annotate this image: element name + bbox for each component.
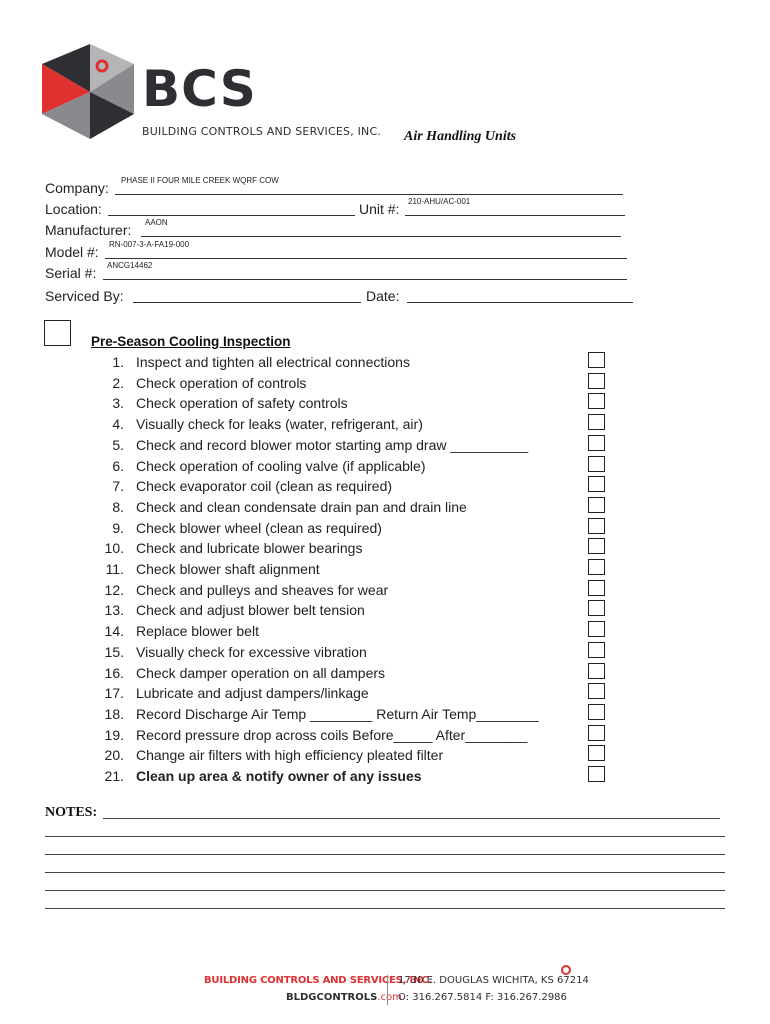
item-number: 18. — [104, 706, 124, 722]
item-text: Check blower wheel (clean as required) — [136, 520, 382, 536]
company-value: PHASE II FOUR MILE CREEK WQRF COW — [121, 176, 279, 185]
item-text: Visually check for leaks (water, refrigerant, air) — [136, 416, 423, 432]
manufacturer-input-line[interactable] — [141, 236, 621, 237]
item-text: Check and clean condensate drain pan and drain line — [136, 499, 467, 515]
location-input-line[interactable] — [108, 215, 355, 216]
item-text: Clean up area & notify owner of any issues — [136, 768, 422, 784]
item-checkbox[interactable] — [588, 683, 605, 699]
item-number: 12. — [104, 582, 124, 598]
item-text: Record Discharge Air Temp ________ Return Air Temp________ — [136, 706, 539, 722]
item-checkbox[interactable] — [588, 518, 605, 534]
logo-wordmark: BCS — [142, 60, 257, 118]
serial-label: Serial #: — [45, 265, 97, 281]
section-title: Pre-Season Cooling Inspection — [91, 334, 291, 349]
location-field-row — [45, 197, 627, 219]
model-value: RN-007-3-A-FA19-000 — [109, 240, 190, 249]
item-number: 4. — [112, 416, 124, 432]
notes-line[interactable] — [45, 836, 725, 837]
item-checkbox[interactable] — [588, 600, 605, 616]
serial-value: ANCG14462 — [107, 261, 153, 270]
item-number: 7. — [112, 478, 124, 494]
item-checkbox[interactable] — [588, 373, 605, 389]
item-number: 21. — [104, 768, 124, 784]
notes-line[interactable] — [45, 908, 725, 909]
model-field-row — [45, 240, 629, 262]
model-input-line[interactable] — [105, 258, 627, 259]
item-checkbox[interactable] — [588, 559, 605, 575]
item-checkbox[interactable] — [588, 414, 605, 430]
footer-website[interactable] — [286, 992, 402, 1003]
item-text: Visually check for excessive vibration — [136, 644, 367, 660]
footer-logo-dot-icon — [561, 965, 571, 975]
serviced-by-input-line[interactable] — [133, 302, 361, 303]
footer-address: 1730 E. DOUGLAS WICHITA, KS 67214 — [398, 975, 589, 986]
item-text: Change air filters with high efficiency pleated filter — [136, 747, 444, 763]
section-checkbox[interactable] — [44, 320, 71, 346]
item-text: Check and record blower motor starting amp draw __________ — [136, 437, 529, 453]
unit-label: Unit #: — [359, 201, 400, 217]
item-number: 6. — [112, 458, 124, 474]
serial-field-row — [45, 261, 629, 283]
item-checkbox[interactable] — [588, 538, 605, 554]
notes-line[interactable] — [103, 818, 720, 819]
footer-divider — [387, 975, 388, 1005]
item-checkbox[interactable] — [588, 393, 605, 409]
item-checkbox[interactable] — [588, 435, 605, 451]
company-input-line[interactable] — [115, 194, 623, 195]
serviced-by-label: Serviced By: — [45, 288, 124, 304]
item-checkbox[interactable] — [588, 745, 605, 761]
item-checkbox[interactable] — [588, 663, 605, 679]
item-text: Check operation of safety controls — [136, 395, 348, 411]
serial-input-line[interactable] — [103, 279, 627, 280]
item-number: 17. — [104, 685, 124, 701]
item-number: 8. — [112, 499, 124, 515]
item-checkbox[interactable] — [588, 766, 605, 782]
logo-company-name: BUILDING CONTROLS AND SERVICES, INC. — [142, 125, 382, 138]
item-number: 20. — [104, 747, 124, 763]
unit-input-line[interactable] — [405, 215, 625, 216]
item-text: Check evaporator coil (clean as required) — [136, 478, 393, 494]
unit-value: 210-AHU/AC-001 — [408, 197, 471, 206]
item-text: Inspect and tighten all electrical connections — [136, 354, 410, 370]
item-text: Record pressure drop across coils Before_____ After________ — [136, 727, 528, 743]
item-number: 10. — [104, 540, 124, 556]
manufacturer-field-row — [45, 218, 625, 240]
item-checkbox[interactable] — [588, 352, 605, 368]
item-number: 16. — [104, 665, 124, 681]
item-text: Check and pulleys and sheaves for wear — [136, 582, 389, 598]
serviced-field-row — [45, 288, 635, 306]
footer-phone: O: 316.267.5814 F: 316.267.2986 — [398, 992, 567, 1003]
item-number: 14. — [104, 623, 124, 639]
item-text: Check operation of controls — [136, 375, 307, 391]
company-field-row — [45, 176, 625, 198]
item-text: Check and adjust blower belt tension — [136, 602, 365, 618]
notes-line[interactable] — [45, 854, 725, 855]
item-checkbox[interactable] — [588, 497, 605, 513]
manufacturer-label: Manufacturer: — [45, 222, 132, 238]
item-checkbox[interactable] — [588, 476, 605, 492]
item-text: Check and lubricate blower bearings — [136, 540, 363, 556]
item-checkbox[interactable] — [588, 725, 605, 741]
item-number: 2. — [112, 375, 124, 391]
item-checkbox[interactable] — [588, 704, 605, 720]
item-number: 15. — [104, 644, 124, 660]
item-text: Check operation of cooling valve (if applicable) — [136, 458, 426, 474]
logo-mark-icon — [42, 44, 142, 154]
company-label: Company: — [45, 180, 109, 196]
item-checkbox[interactable] — [588, 642, 605, 658]
bcs-logo — [42, 44, 382, 154]
notes-line[interactable] — [45, 872, 725, 873]
manufacturer-value: AAON — [145, 218, 168, 227]
item-number: 13. — [104, 602, 124, 618]
document-title: Air Handling Units — [404, 129, 517, 144]
item-checkbox[interactable] — [588, 456, 605, 472]
item-number: 5. — [112, 437, 124, 453]
item-number: 3. — [112, 395, 124, 411]
footer-website-main: BLDGCONTROLS — [286, 992, 378, 1003]
item-checkbox[interactable] — [588, 580, 605, 596]
item-number: 19. — [104, 727, 124, 743]
item-checkbox[interactable] — [588, 621, 605, 637]
item-number: 11. — [105, 561, 124, 577]
item-text: Check damper operation on all dampers — [136, 665, 386, 681]
item-number: 9. — [112, 520, 124, 536]
footer-website-domain: .com — [377, 992, 402, 1003]
item-text: Lubricate and adjust dampers/linkage — [136, 685, 369, 701]
date-input-line[interactable] — [407, 302, 633, 303]
model-label: Model #: — [45, 244, 99, 260]
location-label: Location: — [45, 201, 102, 217]
item-number: 1. — [112, 354, 124, 370]
footer-company-name: BUILDING CONTROLS AND SERVICES, INC. — [204, 975, 432, 986]
notes-line[interactable] — [45, 890, 725, 891]
notes-label: NOTES: — [45, 805, 98, 820]
date-label: Date: — [366, 288, 400, 304]
item-text: Replace blower belt — [136, 623, 259, 639]
item-text: Check blower shaft alignment — [136, 561, 320, 577]
